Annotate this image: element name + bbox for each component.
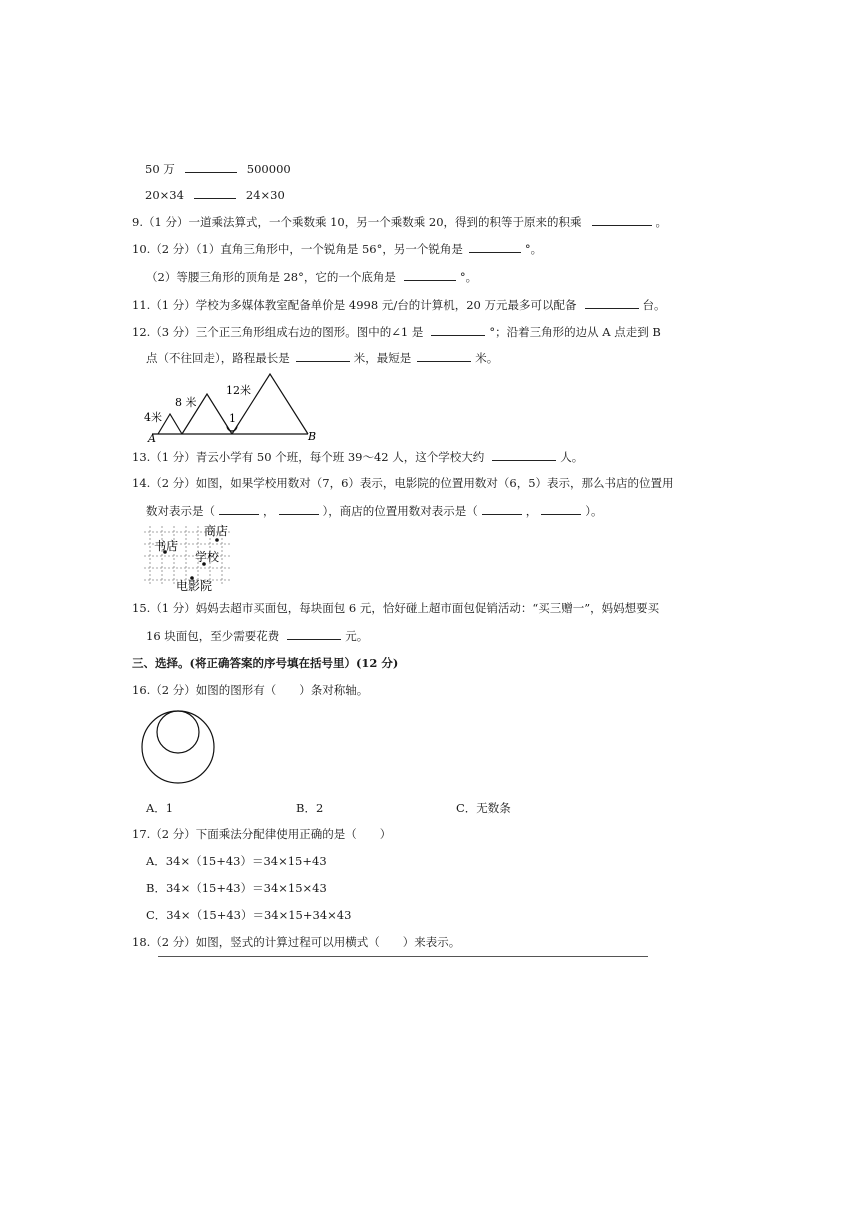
option-16-a[interactable]: A．1	[146, 801, 174, 815]
question-11: 11.（1 分）学校为多媒体教室配备单价是 4998 元/台的计算机，20 万元最多可以配备 台。	[132, 298, 666, 312]
question-13: 13.（1 分）青云小学有 50 个班，每个班 39～42 人，这个学校大约 人。	[132, 450, 584, 464]
bookstore-label: 书店	[154, 539, 179, 553]
answer-blank[interactable]	[404, 268, 456, 281]
label-4m: 4米	[144, 411, 162, 424]
question-10-part-2: （2）等腰三角形的顶角是 28°，它的一个底角是 °。	[146, 270, 478, 284]
angle-label: 1	[229, 412, 236, 425]
page-cut-line	[158, 956, 648, 957]
answer-blank[interactable]	[592, 213, 652, 226]
answer-blank[interactable]	[469, 240, 521, 253]
question-9: 9.（1 分）一道乘法算式，一个乘数乘 10，另一个乘数乘 20，得到的积等于原来的积乘 。	[132, 215, 668, 229]
label-12m: 12米	[226, 384, 251, 397]
question-15: 15.（1 分）妈妈去超市买面包，每块面包 6 元，恰好碰上超市面包促销活动：“买三赠一”，妈妈想要买	[132, 601, 660, 615]
point-b-label: B	[308, 430, 317, 443]
triangles-figure	[140, 366, 325, 446]
shop-dot	[215, 538, 219, 542]
circles-figure	[140, 705, 220, 785]
outer-circle	[142, 711, 214, 783]
question-14: 14.（2 分）如图，如果学校用数对（7，6）表示，电影院的位置用数对（6，5）表示，那么书店的位置用	[132, 476, 674, 490]
option-17-c[interactable]: C．34×（15+43）＝34×15+34×43	[146, 908, 352, 922]
answer-blank[interactable]	[279, 502, 319, 515]
point-a-label: A	[148, 432, 156, 445]
grid-map-figure	[140, 522, 240, 592]
label-8m: 8 米	[175, 396, 197, 409]
compare-line-2: 20×34 24×30	[145, 188, 285, 202]
answer-blank[interactable]	[417, 349, 471, 362]
shop-label: 商店	[204, 524, 229, 538]
inner-circle	[157, 711, 199, 753]
answer-blank[interactable]	[185, 160, 237, 173]
question-10: 10.（2 分）（1）直角三角形中，一个锐角是 56°，另一个锐角是 °。	[132, 242, 543, 256]
question-18: 18.（2 分）如图，竖式的计算过程可以用横式（ ）来表示。	[132, 935, 461, 949]
answer-blank[interactable]	[585, 296, 639, 309]
option-16-c[interactable]: C．无数条	[456, 801, 511, 815]
question-14-line-2: 数对表示是（ ， ），商店的位置用数对表示是（ ， ）。	[146, 504, 603, 518]
question-12-line-2: 点（不往回走），路程最长是 米，最短是 米。	[146, 351, 499, 365]
answer-blank[interactable]	[541, 502, 581, 515]
option-16-b[interactable]: B．2	[296, 801, 324, 815]
question-15-line-2: 16 块面包，至少需要花费 元。	[146, 629, 369, 643]
answer-blank[interactable]	[482, 502, 522, 515]
answer-blank[interactable]	[431, 323, 485, 336]
large-triangle	[232, 374, 308, 434]
section-3-heading: 三、选择。(将正确答案的序号填在括号里）(12 分)	[132, 656, 399, 670]
answer-blank[interactable]	[219, 502, 259, 515]
question-12: 12.（3 分）三个正三角形组成右边的图形。图中的∠1 是 °；沿着三角形的边从 A 点走到 B	[132, 325, 661, 339]
school-label: 学校	[195, 550, 220, 564]
answer-blank[interactable]	[296, 349, 350, 362]
question-17: 17.（2 分）下面乘法分配律使用正确的是（ ）	[132, 827, 392, 841]
cinema-label: 电影院	[176, 579, 213, 592]
compare-line-1: 50 万 500000	[145, 162, 291, 176]
answer-blank[interactable]	[287, 627, 341, 640]
option-17-a[interactable]: A．34×（15+43）＝34×15+43	[146, 854, 327, 868]
option-17-b[interactable]: B．34×（15+43）＝34×15×43	[146, 881, 327, 895]
answer-blank[interactable]	[194, 186, 236, 199]
question-16: 16.（2 分）如图的图形有（ ）条对称轴。	[132, 683, 369, 697]
answer-blank[interactable]	[492, 448, 556, 461]
